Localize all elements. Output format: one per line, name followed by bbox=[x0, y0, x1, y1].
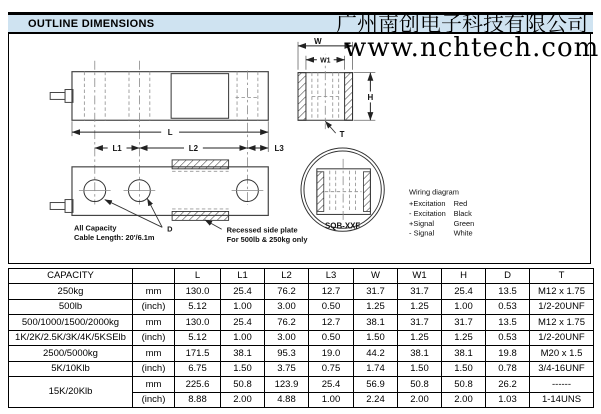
wiring-color: White bbox=[453, 228, 473, 238]
value-cell: 225.6 bbox=[175, 377, 221, 392]
top-view bbox=[50, 167, 268, 216]
value-cell: M12 x 1.75 bbox=[530, 315, 594, 330]
value-cell: 5.12 bbox=[175, 330, 221, 345]
column-header: W1 bbox=[398, 269, 442, 284]
value-cell: 12.7 bbox=[309, 284, 354, 299]
value-cell: 8.88 bbox=[175, 392, 221, 408]
table-row bbox=[9, 299, 594, 314]
dim-label-W1: W1 bbox=[320, 57, 331, 65]
wiring-title: Wiring diagram bbox=[409, 187, 459, 197]
annotations bbox=[74, 199, 308, 245]
outline-drawing-area bbox=[8, 33, 591, 264]
value-cell: 4.88 bbox=[265, 392, 309, 408]
capacity-cell: 5K/10Klb bbox=[9, 361, 133, 376]
watermark-website: www.nchtech.com bbox=[344, 33, 600, 63]
capacity-cell: 15K/20Klb bbox=[9, 377, 133, 408]
value-cell: 19.0 bbox=[309, 346, 354, 361]
value-cell: 1.50 bbox=[354, 330, 398, 345]
table-row bbox=[9, 377, 594, 392]
value-cell: 1.03 bbox=[486, 392, 530, 408]
value-cell: 1.50 bbox=[398, 361, 442, 376]
value-cell: 1.25 bbox=[398, 330, 442, 345]
value-cell: 5.12 bbox=[175, 299, 221, 314]
note-cable-line2: Cable Length: 20'/6.1m bbox=[73, 233, 155, 243]
value-cell: 130.0 bbox=[175, 284, 221, 299]
value-cell: 38.1 bbox=[398, 346, 442, 361]
table-header-row bbox=[9, 269, 594, 284]
value-cell: 0.50 bbox=[309, 330, 354, 345]
value-cell: 2.00 bbox=[442, 392, 486, 408]
value-cell: 1.74 bbox=[354, 361, 398, 376]
column-header: D bbox=[486, 269, 530, 284]
value-cell: 31.7 bbox=[354, 284, 398, 299]
dim-label-L: L bbox=[167, 128, 173, 138]
unit-cell: (inch) bbox=[133, 330, 175, 345]
wiring-signal: - Signal bbox=[409, 228, 435, 238]
value-cell: 38.1 bbox=[442, 346, 486, 361]
value-cell: 0.50 bbox=[309, 299, 354, 314]
capacity-cell: 500/1000/1500/2000kg bbox=[9, 315, 133, 330]
value-cell: 2.00 bbox=[398, 392, 442, 408]
value-cell: 0.53 bbox=[486, 299, 530, 314]
note-recessed-line1: Recessed side plate bbox=[226, 225, 298, 235]
table-row bbox=[9, 284, 594, 299]
value-cell: 76.2 bbox=[265, 284, 309, 299]
value-cell: 76.2 bbox=[265, 315, 309, 330]
value-cell: 2.00 bbox=[221, 392, 265, 408]
value-cell: 3.00 bbox=[265, 299, 309, 314]
side-view bbox=[50, 72, 268, 121]
dim-label-D: D bbox=[167, 224, 173, 234]
value-cell: 1.25 bbox=[442, 330, 486, 345]
dim-H bbox=[354, 73, 377, 121]
dim-label-T: T bbox=[339, 130, 345, 140]
column-header: L bbox=[175, 269, 221, 284]
dim-label-L1: L1 bbox=[112, 143, 122, 153]
page-title: OUTLINE DIMENSIONS bbox=[28, 17, 155, 30]
value-cell: 31.7 bbox=[442, 315, 486, 330]
wiring-color: Black bbox=[453, 208, 472, 218]
value-cell: 95.3 bbox=[265, 346, 309, 361]
table-row bbox=[9, 346, 594, 361]
capacity-cell: 2500/5000kg bbox=[9, 346, 133, 361]
value-cell: 31.7 bbox=[398, 315, 442, 330]
value-cell: M20 x 1.5 bbox=[530, 346, 594, 361]
value-cell: 25.4 bbox=[221, 284, 265, 299]
dimensions-table bbox=[8, 268, 594, 408]
value-cell: 50.8 bbox=[398, 377, 442, 392]
dim-label-L3: L3 bbox=[274, 143, 284, 153]
wiring-signal: - Excitation bbox=[409, 208, 446, 218]
value-cell: 3.00 bbox=[265, 330, 309, 345]
value-cell: 171.5 bbox=[175, 346, 221, 361]
dim-L1-L2-L3 bbox=[95, 142, 285, 153]
unit-cell: (inch) bbox=[133, 361, 175, 376]
value-cell: 2.24 bbox=[354, 392, 398, 408]
capacity-cell: 500lb bbox=[9, 299, 133, 314]
value-cell: 3.75 bbox=[265, 361, 309, 376]
column-header: H bbox=[442, 269, 486, 284]
column-header: L1 bbox=[221, 269, 265, 284]
side-view-hidden-lines bbox=[84, 72, 259, 121]
dim-label-L2: L2 bbox=[188, 143, 199, 153]
table-row bbox=[9, 361, 594, 376]
value-cell: 1.00 bbox=[309, 392, 354, 408]
unit-cell: mm bbox=[133, 284, 175, 299]
value-cell: 1/2-20UNF bbox=[530, 299, 594, 314]
capacity-cell: 250kg bbox=[9, 284, 133, 299]
unit-cell: mm bbox=[133, 315, 175, 330]
value-cell: 38.1 bbox=[221, 346, 265, 361]
value-cell: 26.2 bbox=[486, 377, 530, 392]
dim-label-W: W bbox=[314, 36, 322, 46]
column-header: T bbox=[530, 269, 594, 284]
value-cell: 25.4 bbox=[309, 377, 354, 392]
dim-T bbox=[325, 121, 344, 139]
table-row bbox=[9, 330, 594, 345]
value-cell: 12.7 bbox=[309, 315, 354, 330]
value-cell: 50.8 bbox=[442, 377, 486, 392]
unit-cell: mm bbox=[133, 377, 175, 392]
dim-L bbox=[72, 121, 268, 152]
column-header: L3 bbox=[309, 269, 354, 284]
value-cell: 38.1 bbox=[354, 315, 398, 330]
value-cell: 1.00 bbox=[221, 330, 265, 345]
wiring-color: Green bbox=[453, 218, 475, 228]
recessed-side-plates bbox=[172, 160, 229, 220]
unit-cell: (inch) bbox=[133, 299, 175, 314]
dim-label-H: H bbox=[367, 92, 374, 102]
note-recessed-line2: For 500lb & 250kg only bbox=[226, 235, 308, 245]
value-cell: 25.4 bbox=[442, 284, 486, 299]
column-header: CAPACITY bbox=[9, 269, 133, 284]
value-cell: 50.8 bbox=[221, 377, 265, 392]
value-cell: 1.00 bbox=[442, 299, 486, 314]
column-header: L2 bbox=[265, 269, 309, 284]
unit-cell: mm bbox=[133, 346, 175, 361]
model-label: SQB-XXF bbox=[325, 221, 361, 231]
value-cell: 1-14UNS bbox=[530, 392, 594, 408]
value-cell: 1.25 bbox=[354, 299, 398, 314]
value-cell: 0.75 bbox=[309, 361, 354, 376]
value-cell: 1.25 bbox=[398, 299, 442, 314]
column-header bbox=[133, 269, 175, 284]
value-cell: 13.5 bbox=[486, 315, 530, 330]
wiring-signal: +Excitation bbox=[409, 198, 446, 208]
value-cell: ------ bbox=[530, 377, 594, 392]
value-cell: 44.2 bbox=[354, 346, 398, 361]
section-view bbox=[301, 148, 384, 231]
value-cell: 130.0 bbox=[175, 315, 221, 330]
table-row bbox=[9, 315, 594, 330]
value-cell: M12 x 1.75 bbox=[530, 284, 594, 299]
watermark-company-name: 广州南创电子科技有限公司 bbox=[336, 12, 588, 36]
value-cell: 0.53 bbox=[486, 330, 530, 345]
value-cell: 56.9 bbox=[354, 377, 398, 392]
value-cell: 31.7 bbox=[398, 284, 442, 299]
capacity-cell: 1K/2K/2.5K/3K/4K/5KSElb bbox=[9, 330, 133, 345]
value-cell: 13.5 bbox=[486, 284, 530, 299]
value-cell: 19.8 bbox=[486, 346, 530, 361]
wiring-signal: +Signal bbox=[409, 218, 435, 228]
value-cell: 1.50 bbox=[221, 361, 265, 376]
value-cell: 0.78 bbox=[486, 361, 530, 376]
unit-cell: (inch) bbox=[133, 392, 175, 408]
outline-drawing-svg bbox=[9, 34, 590, 263]
value-cell: 3/4-16UNF bbox=[530, 361, 594, 376]
value-cell: 25.4 bbox=[221, 315, 265, 330]
value-cell: 6.75 bbox=[175, 361, 221, 376]
value-cell: 1.50 bbox=[442, 361, 486, 376]
column-header: W bbox=[354, 269, 398, 284]
note-cable-line1: All Capacity bbox=[73, 223, 117, 233]
wiring-color: Red bbox=[453, 198, 468, 208]
value-cell: 123.9 bbox=[265, 377, 309, 392]
value-cell: 1.00 bbox=[221, 299, 265, 314]
value-cell: 1/2-20UNF bbox=[530, 330, 594, 345]
wiring-diagram bbox=[409, 188, 474, 238]
